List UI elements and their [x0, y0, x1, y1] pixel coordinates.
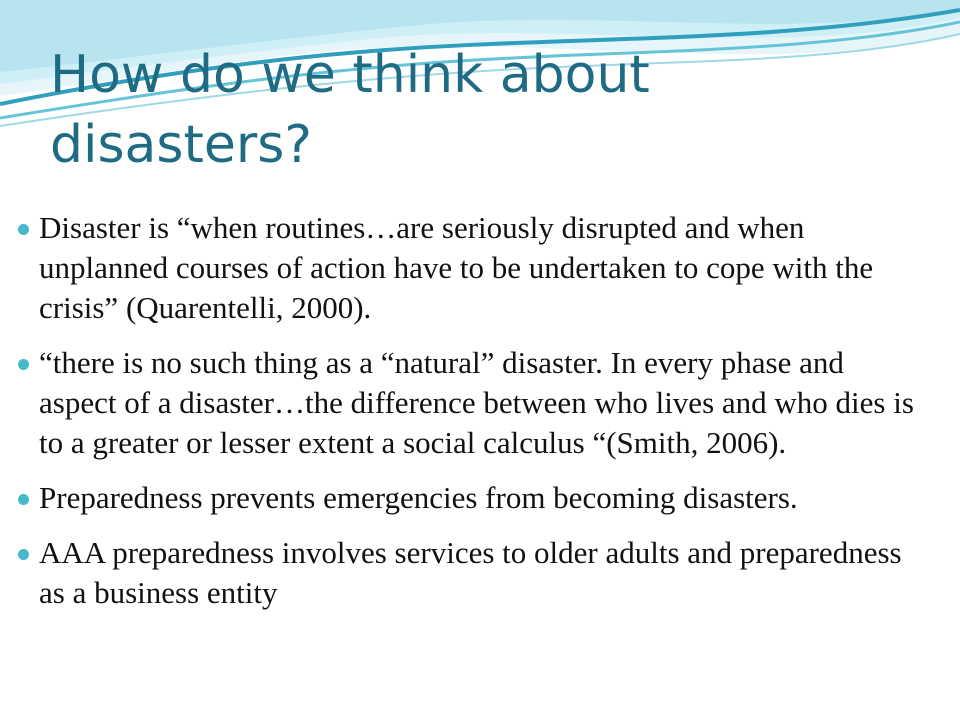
- bullet-icon: [18, 549, 29, 560]
- slide-title: How do we think about disasters?: [50, 45, 650, 175]
- bullet-item: [18, 533, 918, 613]
- bullet-text: Disaster is “when routines…are seriously disrupted and when unplanned courses of action have to be undertaken to cope with the crisis” (Quarentelli, 2000).: [39, 210, 874, 325]
- bullet-icon: [18, 494, 29, 505]
- bullet-icon: [18, 359, 29, 370]
- bullet-item: [18, 208, 918, 328]
- bullet-icon: [18, 224, 29, 235]
- bullet-item: [18, 478, 918, 518]
- bullet-text: AAA preparedness involves services to older adults and preparedness as a business entity: [39, 535, 902, 610]
- bullet-item: [18, 343, 918, 463]
- bullet-text: “there is no such thing as a “natural” disaster. In every phase and aspect of a disaster…the difference between who lives and who dies is to a greater or lesser extent a social calculus “(Smith, 2006).: [39, 345, 914, 460]
- bullet-list: [18, 208, 918, 628]
- bullet-text: Preparedness prevents emergencies from becoming disasters.: [39, 480, 798, 515]
